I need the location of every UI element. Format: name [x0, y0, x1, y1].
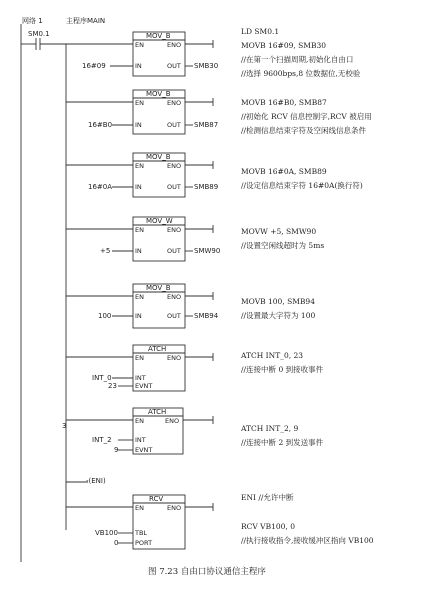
instruction-line: MOVB 16#B0, SMB87 — [241, 98, 327, 107]
instruction-line: MOVW +5, SMW90 — [241, 227, 317, 236]
pin-in: IN — [135, 62, 142, 70]
block-name: ATCH — [148, 408, 167, 416]
out-operand: SMB94 — [194, 312, 219, 320]
pin-en: EN — [135, 293, 144, 301]
block-name: MOV_B — [146, 284, 171, 292]
pin-eno: ENO — [167, 504, 182, 512]
port-operand: 0 — [114, 539, 119, 547]
block-name: RCV — [149, 495, 164, 503]
instruction-line: MOVB 16#0A, SMB89 — [241, 167, 327, 176]
instruction-comment: //执行接收指令,接收缓冲区指向 VB100 — [241, 536, 374, 545]
pin-in: INT — [135, 436, 146, 444]
instruction-comment: //选择 9600bps,8 位数据位,无校验 — [241, 69, 361, 78]
out-operand: SMW90 — [194, 247, 221, 255]
block-name: MOV_B — [146, 153, 171, 161]
pin-out: OUT — [167, 183, 181, 191]
pin-eno: ENO — [167, 354, 182, 362]
pin-in: IN — [135, 247, 142, 255]
pin-out: OUT — [167, 121, 181, 129]
evnt-operand: 23 — [108, 382, 117, 390]
tbl-operand: VB100 — [95, 529, 118, 537]
instruction-comment: //设置最大字符为 100 — [241, 311, 316, 320]
pin-en: EN — [135, 354, 144, 362]
instruction-line: MOVB 16#09, SMB30 — [241, 41, 327, 50]
pin-in: INT — [135, 374, 146, 382]
evnt-operand: 9 — [114, 446, 119, 454]
in-operand: 16#B0 — [88, 121, 113, 129]
in-operand: +5 — [100, 247, 111, 255]
in-operand: 16#09 — [82, 62, 106, 70]
out-operand: SMB89 — [194, 183, 219, 191]
block-name: MOV_B — [146, 32, 171, 40]
pin-eno: ENO — [167, 41, 182, 49]
pin-eno: ENO — [167, 293, 182, 301]
block-name: MOV_W — [146, 217, 173, 225]
pin-en: EN — [135, 417, 144, 425]
pin-port: PORT — [135, 539, 153, 547]
instruction-line: ENI //允许中断 — [241, 493, 294, 502]
stray-mark: 3 — [62, 422, 67, 430]
instruction-line: LD SM0.1 — [241, 27, 280, 36]
in-operand: 16#0A — [88, 183, 113, 191]
pin-in: IN — [135, 183, 142, 191]
pin-evnt: EVNT — [135, 446, 153, 454]
pin-en: EN — [135, 41, 144, 49]
pin-tbl: TBL — [135, 529, 148, 537]
figure-caption: 图 7.23 自由口协议通信主程序 — [148, 567, 266, 577]
instruction-line: MOVB 100, SMB94 — [241, 297, 315, 306]
pin-in: IN — [135, 312, 142, 320]
instruction-line: ATCH INT_0, 23 — [241, 351, 304, 360]
block-name: MOV_B — [146, 90, 171, 98]
in-operand: INT_2 — [92, 436, 112, 444]
pin-eno: ENO — [165, 417, 180, 425]
out-operand: SMB30 — [194, 62, 219, 70]
pin-eno: ENO — [167, 99, 182, 107]
pin-en: EN — [135, 99, 144, 107]
instruction-comment: //检测信息结束字符及空闲线信息条件 — [241, 126, 367, 135]
instruction-comment: //连接中断 0 到接收事件 — [241, 365, 324, 374]
pin-out: OUT — [167, 247, 181, 255]
out-operand: SMB87 — [194, 121, 219, 129]
contact-label: SM0.1 — [28, 30, 50, 38]
instruction-comment: //连接中断 2 到发送事件 — [241, 438, 324, 447]
pin-en: EN — [135, 226, 144, 234]
pin-eno: ENO — [167, 226, 182, 234]
pin-eno: ENO — [167, 162, 182, 170]
pin-evnt: EVNT — [135, 382, 153, 390]
network-label: 网络 1 — [22, 17, 43, 25]
pin-out: OUT — [167, 312, 181, 320]
eni-coil: -(ENI) — [86, 477, 106, 485]
block-name: ATCH — [148, 345, 167, 353]
instruction-comment: //设置空闲线超时为 5ms — [241, 241, 325, 250]
instruction-line: ATCH INT_2, 9 — [241, 424, 299, 433]
in-operand: 100 — [98, 312, 112, 320]
instruction-comment: //初始化 RCV 信息控制字,RCV 被启用 — [241, 112, 372, 121]
program-name: 主程序MAIN — [66, 17, 106, 25]
pin-in: IN — [135, 121, 142, 129]
instruction-comment: //在第一个扫描周期,初始化自由口 — [241, 55, 354, 64]
instruction-line: RCV VB100, 0 — [241, 522, 295, 531]
pin-en: EN — [135, 504, 144, 512]
pin-en: EN — [135, 162, 144, 170]
pin-out: OUT — [167, 62, 181, 70]
in-operand: INT_0 — [92, 374, 112, 382]
instruction-comment: //设定信息结束字符 16#0A(换行符) — [241, 181, 363, 190]
